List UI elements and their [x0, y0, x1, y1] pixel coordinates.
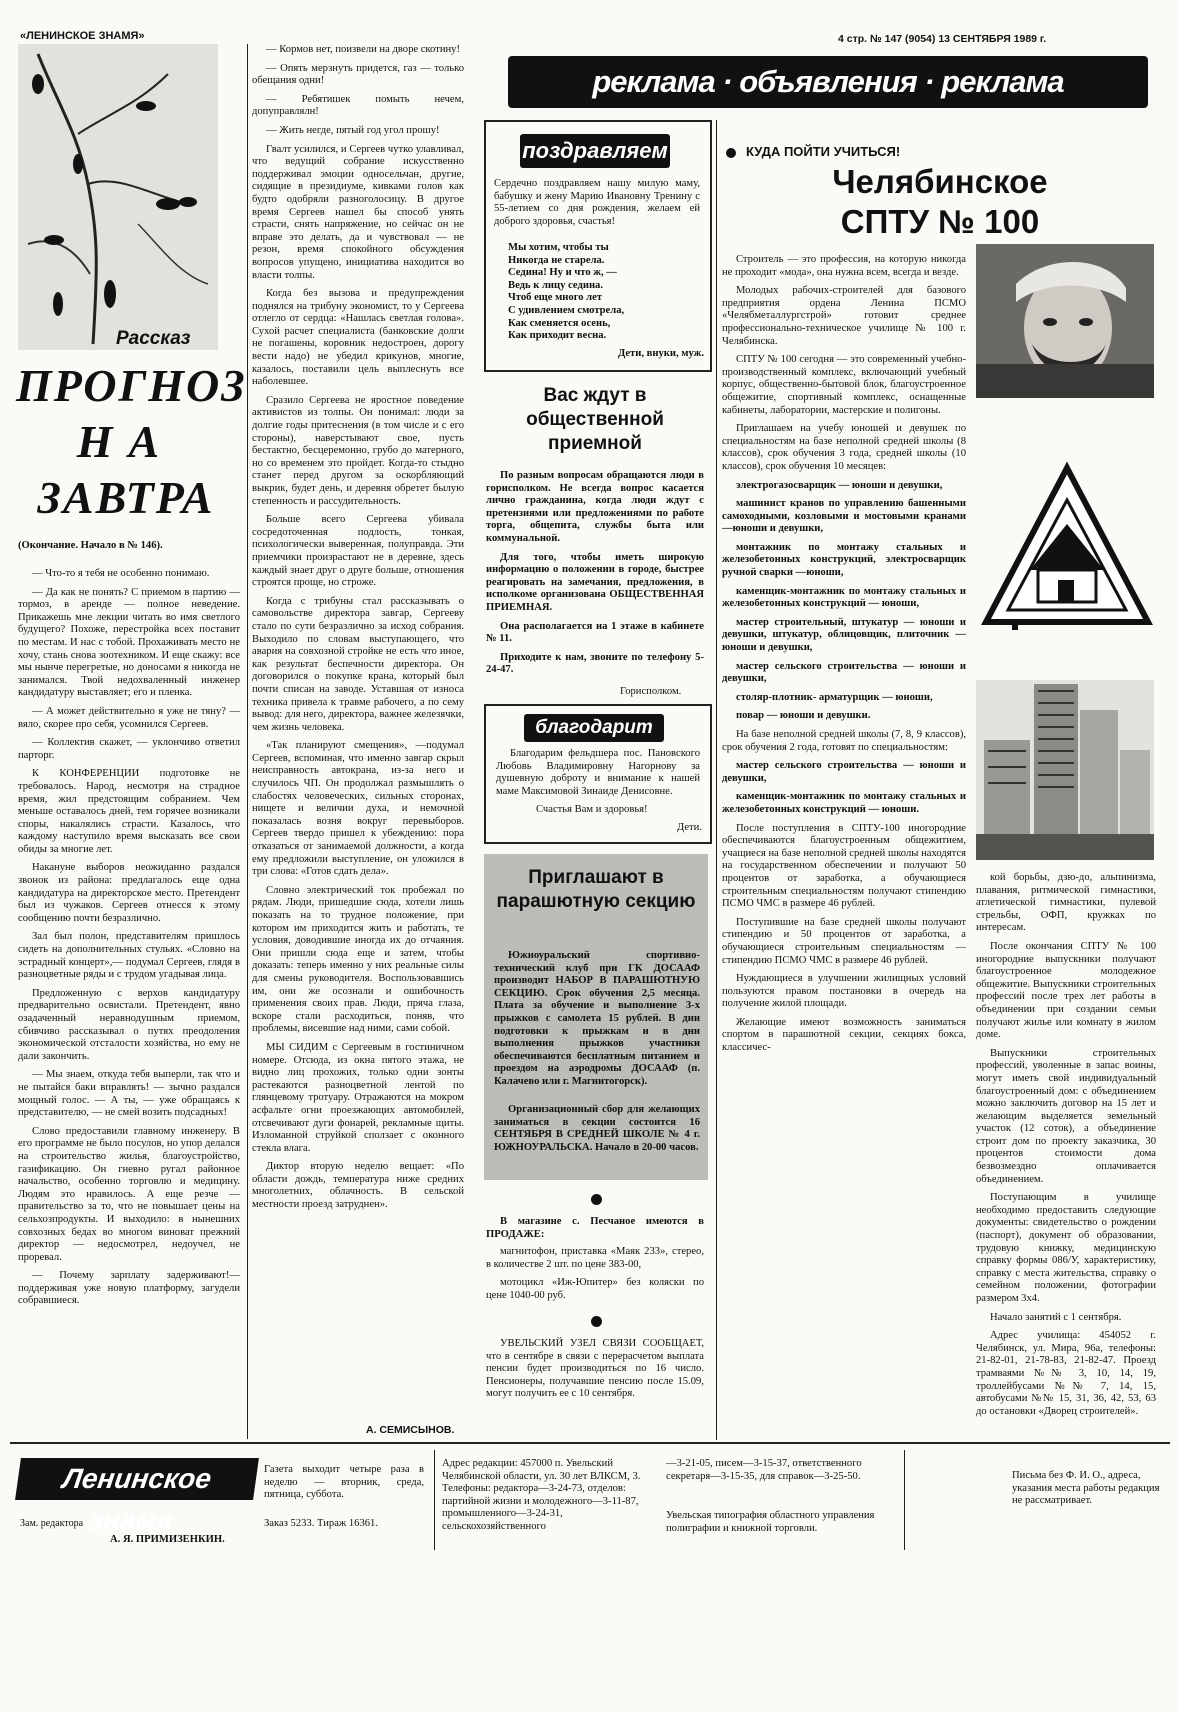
- story-paragraph: Больше всего Сергеева убивала сосредоточенная подлость, тонкая, психологически выверенная, полуправда. Эти приемчики произрастают не в деревне, здесь каждый знает друг о друге больше, отношения строятся проще, но строже.: [252, 514, 464, 589]
- reception-sign: Горисполком.: [620, 686, 682, 697]
- school-text-side: [976, 872, 1156, 1434]
- congrats-box: [484, 120, 712, 372]
- poem-line: Ведь к лицу седина.: [508, 279, 603, 291]
- bullet-dot: [726, 148, 736, 158]
- printer-info: Увельская типография областного управления полиграфии и книжной торговли.: [666, 1510, 875, 1534]
- school-title-line: Челябинское: [832, 163, 1048, 200]
- story-paragraph: Предложенную с верхов кандидатуру предварительно освистали. Претендент, явно озадаченный неравнодушным приемом, сбивчиво рассказывал о путях преодоления экономической отсталости хозяйства, но ему не дали закончить.: [18, 987, 240, 1062]
- newspaper-logo: Ленинское знамя: [15, 1458, 259, 1500]
- school-paragraph: Поступающим в училище необходимо предоставить следующие документы: свидетельство о рождении (паспорт), документ об образовании, трудовую книжку, медицинскую справку формы 086/У, характеристику, справку с места жительства, справку о семейном положении, фотографии размером 3х4.: [976, 1192, 1156, 1304]
- school-paragraph: монтажник по монтажу стальных и железобетонных конструкций, электросварщик ручной сварки —юноши,: [722, 541, 966, 579]
- school-paragraph: Нуждающиеся в улучшении жилищных условий пользуются правом постановки в очередь на получение жилой площади.: [722, 973, 966, 1010]
- sale-item: мотоцикл «Иж-Юпитер» без коляски по цене 1040-00 руб.: [486, 1277, 704, 1301]
- editorial-address: Адрес редакции: 457000 п. Увельский Челябинской области, ул. 30 лет ВЛКСМ, 3. Телефоны: редактора—3-24-73, отделов: партийной жизни и молодежного—3-11-87, промышленного—3-24-31, сельскохозяйственного: [442, 1458, 641, 1532]
- story-paragraph: Диктор вторую неделю вещает: «По области дождь, температура ниже средних многолетних, облачность. В сельской местности проезд затруднен».: [252, 1161, 464, 1211]
- thanks-box: [484, 704, 712, 844]
- school-paragraph: мастер сельского строительства — юноши и девушки,: [722, 660, 966, 685]
- story-paragraph: — Что-то я тебя не особенно понимаю.: [32, 568, 210, 579]
- story-column-2: [252, 44, 464, 1424]
- school-paragraph: мастер сельского строительства — юноши и девушки,: [722, 760, 966, 784]
- story-paragraph: Когда без вызова и предупреждения поднялся на трибуну экономист, то у Сергеева отлегло от сердца: «Нашлась светлая голова». Сухой расчет специалиста (банковские долги не погашены, коровник недостроен, дорогу вести надо) не убедил крикунов, многие, казалось, поставили цель выплеснуть все наболевшее.: [252, 288, 464, 388]
- congrats-sign: Дети, внуки, муж.: [617, 348, 704, 359]
- story-title-line: ЗАВТРА: [37, 472, 215, 523]
- poem-line: Чтоб еще много лет: [508, 292, 603, 304]
- reception-paragraph: Для того, чтобы иметь широкую информацию о положении в городе, быстрее реагировать на замечания, предложения, в исполкоме организована ОБЩЕСТВЕННАЯ ПРИЕМНАЯ.: [486, 551, 704, 613]
- story-paragraph: — Да как не понять? С приемом в партию — тормоз, в аренде — полное неведение. Прикажешь мне лекции читать во имя светлого будущего? Похоже, перестройка всех поставит по местам. И нас с тобой. Прохаживать место не хочу, стань снова зоотехником. И еще скажу: все мы нынче перегретые, но доносами я никогда не занимался. Твой недохваленный инженер кандидатуру выставляет; его и пленка.: [18, 586, 240, 699]
- school-paragraph: кой борьбы, дзю-до, альпинизма, плавания, ритмической гимнастики, атлетической гимнастики, пулевой стрельбы, ОФП, кружках по интересам.: [976, 872, 1156, 934]
- reception-text: [486, 470, 704, 683]
- sale-item: магнитофон, приставка «Маяк 233», стерео, в количестве 2 шт. по цене 383-00,: [486, 1246, 704, 1270]
- story-paragraph: Слово предоставили главному инженеру. В его программе не было посулов, но упор делался на строительство жилья, благоустройство, газификацию. Он гневно ругал районное начальство, особенно торговлю и медицину. Людям это нравилось. А еще резче — правительство за то, что не повышает цены на сельхозпродукты. И выходило: в нынешних совхозных бедах во многом виноват прежний директор — недосмотрел, недоучел, не проревал.: [18, 1125, 240, 1263]
- story-paragraph: Накануне выборов неожиданно раздался звонок из района: предлагалось еще одна кандидатура на директорское место. Претендент был из чужаков. Сергеев отнесся к этому сообщению почти безразлично.: [18, 862, 240, 924]
- letters-notice: Письма без Ф. И. О., адреса, указания места работы редакция не рассматривает.: [1012, 1470, 1160, 1507]
- bullet-dot: [591, 1316, 602, 1327]
- thanks-heading: благодарит: [524, 714, 664, 742]
- story-paragraph: — Мы знаем, откуда тебя выперли, так что и не пытайся баки вправлять! — зычно раздался мощный голос. — А ты, — уже обращаясь к представителю, — не смей возить подсадных!: [18, 1069, 240, 1119]
- story-paragraph: — Жить негде, пятый год угол прошу!: [266, 124, 440, 136]
- story-genre: Рассказ: [116, 328, 191, 349]
- school-paragraph: Поступившие на базе средней школы получают стипендию и 50 процентов от заработка, а обучающиеся строительным специальностям — стипендию ПСМО ЧМС в размере 46 рублей.: [722, 916, 966, 966]
- school-paragraph: Начало занятий с 1 сентября.: [990, 1311, 1122, 1323]
- parachute-title: Приглашают в парашютную секцию: [496, 867, 696, 912]
- story-paragraph: Словно электрический ток пробежал по рядам. Люди, пришедшие сюда, хотели лишь показать на то трудное положение, при котором им приходится жить и работать, те условия, доводившие иногда их до отчаяния. Они пришли сюда еще и затем, чтобы доказать: теперь именно у них реальные силы для смены руководителя. Воспользовавшись им, они же осознали и ошибочность применения своих прав. Люди, пряча глаза, вскоре стали расходиться, поняв, что проблемы, висевшие над ними, сами собой.: [252, 884, 464, 1035]
- paper-name: «ЛЕНИНСКОЕ ЗНАМЯ»: [20, 30, 145, 42]
- school-paragraph: электрогазосварщик — юноши и девушки,: [736, 479, 943, 491]
- school-kicker: КУДА ПОЙТИ УЧИТЬСЯ!: [746, 144, 901, 159]
- issue-line: 4 стр. № 147 (9054) 13 СЕНТЯБРЯ 1989 г.: [838, 33, 1047, 45]
- buildings-illustration: [976, 680, 1154, 860]
- continuation-note: (Окончание. Начало в № 146).: [18, 540, 163, 551]
- poem-line: Мы хотим, чтобы ты: [508, 242, 609, 253]
- reception-paragraph: Приходите к нам, звоните по телефону 5-24-47.: [486, 651, 704, 676]
- school-paragraph: мастер строительный, штукатур — юноши и девушки, штукатур, облицовщик, плиточник — юноши и девушки,: [722, 616, 966, 654]
- poem-line: Седина! Ну и что ж, —: [508, 267, 617, 279]
- story-paragraph: Сразило Сергеева не яростное поведение активистов из толпы. Он понимал: люди за долгие годы притеснения (в том числе и с его стороны), наверстывают свое, пусть бестактно, бесцеремонно, грубо до матерного, но со временем это пройдет. Когда-то стыдно станет перед другом за оскорбляющий выкрик, будет день, и деревня обретет былую степенность и рассудительность.: [252, 394, 464, 507]
- reception-title: Вас ждут в общественной приемной: [526, 385, 664, 454]
- story-paragraph: Зал был полон, представителям пришлось сидеть на дополнительных стульях. «Словно на эстрадный концерт»,— подумал Сергеев, глядя в разноцветные ряды и с трудом угадывая лица.: [18, 931, 240, 981]
- congrats-heading: поздравляем: [520, 134, 670, 168]
- story-paragraph: К КОНФЕРЕНЦИИ подготовке не требовалось. Народ, несмотря на страдное время, жил предстоящим собранием. Чем меньше оставалось дней, тем горячее возникали споры, накалялись страсти. Казалось, что каждому наступило время высказать все свои обиды за многие лет.: [18, 768, 240, 855]
- school-paragraph: После поступления в СПТУ-100 иногородние обеспечиваются благоустроенным общежитием, учащиеся на базе неполной средней школы находятся на государственном обеспечении и получают 50 процентов от заработка, а обучающиеся строительным специальностям получают стипендию ПСМО ЧМС в размере 46 рублей.: [722, 822, 966, 910]
- story-photo: [18, 44, 218, 350]
- student-photo: [976, 244, 1154, 398]
- poem-line: Как сменяется осень,: [508, 317, 611, 329]
- reception-paragraph: Она располагается на 1 этаже в кабинете № 11.: [486, 620, 704, 645]
- poem-line: С удивлением смотрела,: [508, 304, 625, 316]
- school-paragraph: Строитель — это профессия, на которую никогда не проходит «мода», она нужна всем, всегда и везде.: [722, 254, 966, 278]
- school-text-main: [722, 254, 966, 1436]
- story-paragraph: — Почему зарплату задерживают!— поддерживая уже новую платформу, загудели собравшиеся.: [18, 1270, 240, 1307]
- story-title: [16, 358, 247, 526]
- story-paragraph: Когда с трибуны стал рассказывать о самовольстве директора завгар, Сергееву стало по сути безразлично за исход собрания. Выходило по словам выступающего, что авария на совхозной стройке не есть что иное, как результат беспечности директора. Он договорился о покупке крана, который был почти списан на заводе. Уставшая от износа техника привела к травме рабочего, а по сему вывод: для него, директора, важнее железячки, чем жизнь человека.: [252, 595, 464, 733]
- bullet-dot: [591, 1194, 602, 1205]
- student-portrait: [976, 244, 1154, 398]
- print-order: Заказ 5233. Тираж 16361.: [264, 1518, 378, 1529]
- reception-paragraph: По разным вопросам обращаются люди в горисполком. Не всегда вопрос касается лично гражданина, когда люди ждут с претензиями или предложениями по работе торга, общепита, службы быта или коммунальной.: [486, 470, 704, 544]
- school-paragraph: Приглашаем на учебу юношей и девушек по специальностям на базе неполной средней школы (8 классов), срок обучения 3 года, средней школы (10 классов), срок обучения 10 месяцев:: [722, 423, 966, 472]
- poem-line: Никогда не старела.: [508, 254, 605, 266]
- story-paragraph: МЫ СИДИМ с Сергеевым в гостиничном номере. Отсюда, из окна пятого этажа, не видно лиц прохожих, только одни зонты растекаются разноцветной лентой по глянцевому тротуару. Отражаются на мокром асфальте огни проезжающих автомобилей, отсвечивают дуги фонарей, рекламные щиты. Изломанной струйкой сползает с оконного стекла влага.: [252, 1041, 464, 1154]
- thanks-wish: Счастья Вам и здоровья!: [536, 804, 648, 815]
- story-paragraph: — Коллектив скажет, — уклончиво ответил парторг.: [18, 737, 240, 761]
- school-title-line: СПТУ № 100: [840, 203, 1040, 240]
- thanks-text: Благодарим фельдшера пос. Пановского Любовь Владимировну Нагорнову за душевную доброту и внимание к нашей маме Максимовой Зинаиде Денисовне.: [496, 748, 700, 797]
- poem-line: Как приходит весна.: [508, 330, 607, 342]
- story-paragraph: Гвалт усилился, и Сергеев чутко улавливал, что ведущий собрание искусственно поддерживал эмоции односельчан, другие, сидящие в президиуме, кивками голов как будто одобряли разноголосицу. В другое время Сергеев нашел бы способ унять страсти, снять напряжение, но сейчас он не вправе это делать, да и чувствовал — не резон, время спокойного обсуждения вопросов упущено, инициатива находится во власти толпы.: [252, 143, 464, 281]
- parachute-text: Южноуральский спортивно-технический клуб при ГК ДОСААФ производит НАБОР В ПАРАШЮТНУЮ СЕКЦИЮ. Срок обучения 2,5 месяца. Плата за обучение и выполнение 3-х прыжков с самолета 15 рублей. В дни подготовки к прыжкам и в дни выполнения прыжков участники обеспечиваются бесплатным питанием и проездом на аэродромы ДОСААФ (п. Калачево или г. Магнитогорск).: [494, 950, 700, 1087]
- pension-notice: УВЕЛЬСКИЙ УЗЕЛ СВЯЗИ СООБЩАЕТ, что в сентябре в связи с перерасчетом выплата пенсии будет производиться по 16 число. Пенсионеры, получавшие пенсию после 15.09, могут получить ее с 10 сентября.: [486, 1338, 704, 1400]
- story-column-1: [18, 568, 240, 1438]
- thanks-sign: Дети.: [676, 822, 702, 833]
- story-author: А. СЕМИСЫНОВ.: [366, 1424, 455, 1436]
- school-paragraph: СПТУ № 100 сегодня — это современный учебно-производственный комплекс, включающий учебный корпус, общественно-бытовой блок, благоустроенное общежитие, спортивный комплекс, оснащенные кабинеты, лаборатории, мастерские и полигоны.: [722, 354, 966, 416]
- story-paragraph: — Кормов нет, поизвели на дворе скотину!: [266, 44, 460, 55]
- congrats-poem: [508, 242, 698, 343]
- school-paragraph: На базе неполной средней школы (7, 8, 9 классов), срок обучения 2 года, готовят по специальностям:: [722, 729, 966, 753]
- ads-banner: реклама · объявления · реклама: [508, 56, 1148, 108]
- school-paragraph: каменщик-монтажник по монтажу стальных и железобетонных конструкций — юноши,: [722, 585, 966, 610]
- school-title: [740, 162, 1140, 242]
- school-paragraph: столяр-плотник- арматурщик — юноши,: [736, 691, 933, 703]
- publication-schedule: Газета выходит четыре раза в неделю — вторник, среда, пятница, суббота.: [264, 1464, 424, 1501]
- school-paragraph: После окончания СПТУ № 100 иногородние выпускники получают благоустроенное молодежное общежитие. Выпускники строительных профессий после трех лет работы в объединении при создании семьи получают жилье или комнату в жилом доме.: [976, 940, 1156, 1041]
- editorial-phones: —3-21-05, писем—3-15-37, ответственного секретаря—3-15-35, для справок—3-25-50.: [666, 1458, 862, 1482]
- story-paragraph: «Так планируют смещения», —подумал Сергеев, вспоминая, что именно завгар скрыл неисправность автокрана, из-за него и случилось ЧП. Он продолжал размышлять о слабостях человеческих, сильных сторонах, нищете и величии духа, и немочной показалась возня вокруг перевыборов. Сергеев твердо пришел к убеждению: пора отказаться от занимаемой должности, а когда ему предложили выступление, он уложился в три слова: «Готов сдать дела».: [252, 740, 464, 878]
- sale-title: В магазине с. Песчаное имеются в ПРОДАЖЕ:: [486, 1216, 704, 1240]
- school-paragraph: каменщик-монтажник по монтажу стальных и железобетонных конструкций — юноши.: [722, 791, 966, 815]
- story-paragraph: — Опять мерзнуть придется, газ — только обещания одни!: [252, 62, 464, 87]
- editor-name: А. Я. ПРИМИЗЕНКИН.: [110, 1534, 225, 1545]
- story-title-line: ПРОГНОЗ: [16, 360, 247, 411]
- editor-label: Зам. редактора: [20, 1518, 84, 1529]
- school-paragraph: Адрес училища: 454052 г. Челябинск, ул. Мира, 96а, телефоны: 21-82-01, 21-78-83, 21-82-47. Проезд трамваями №№ 3, 10, 14, 19, троллейбусами №№ 7, 14, 15, автобусами №№ 15, 31, 36, 42, 53, 63 до остановки «Дворец строителей».: [976, 1330, 1156, 1417]
- story-title-line: НА: [76, 416, 176, 467]
- buildings-photo: [976, 680, 1154, 860]
- sale-items: [486, 1246, 704, 1308]
- school-emblem: [976, 460, 1158, 630]
- parachute-box: [484, 854, 708, 1180]
- story-paragraph: — А может действительно я уже не тяну? — вяло, скорее про себя, усомнился Сергеев.: [18, 705, 240, 730]
- school-paragraph: Желающие имеют возможность заниматься спортом в парашютной секции, секциях бокса, классичес-: [722, 1016, 966, 1054]
- school-paragraph: машинист кранов по управлению башенными самоходными, козловыми и мостовыми кранами —юноши и девушки,: [722, 498, 966, 535]
- school-paragraph: повар — юноши и девушки.: [736, 710, 871, 722]
- school-paragraph: Выпускники строительных профессий, уволенные в запас воины, могут иметь свой индивидуальный благоустроенный дом: с объединением можно заключить договор на 15 лет и желающим выделяется земельный участок (12 соток), а объединение строит дом по проекту заказчика, 30 процентов стоимости дома безвозмездно оплачивается объединением.: [976, 1047, 1156, 1185]
- congrats-text: Сердечно поздравляем нашу милую маму, бабушку и жену Марию Ивановну Тренину с 55-летием со дня рождения, желаем ей доброго здоровья, счастья!: [494, 178, 700, 227]
- school-paragraph: Молодых рабочих-строителей для базового предприятия ордена Ленина ПСМО «Челябметаллургстрой» готовит среднее профессионально-техническое училище № 100 г. Челябинска.: [722, 285, 966, 347]
- branches-illustration: [18, 44, 218, 350]
- story-paragraph: — Ребятишек помыть нечем, допуправлялн!: [252, 93, 464, 118]
- parachute-text-2: Организационный сбор для желающих заниматься в секции состоится 16 СЕНТЯБРЯ В СРЕДНЕЙ ШКОЛЕ № 4 г. ЮЖНОУРАЛЬСКА. Начало в 20-00 часов.: [494, 1104, 700, 1153]
